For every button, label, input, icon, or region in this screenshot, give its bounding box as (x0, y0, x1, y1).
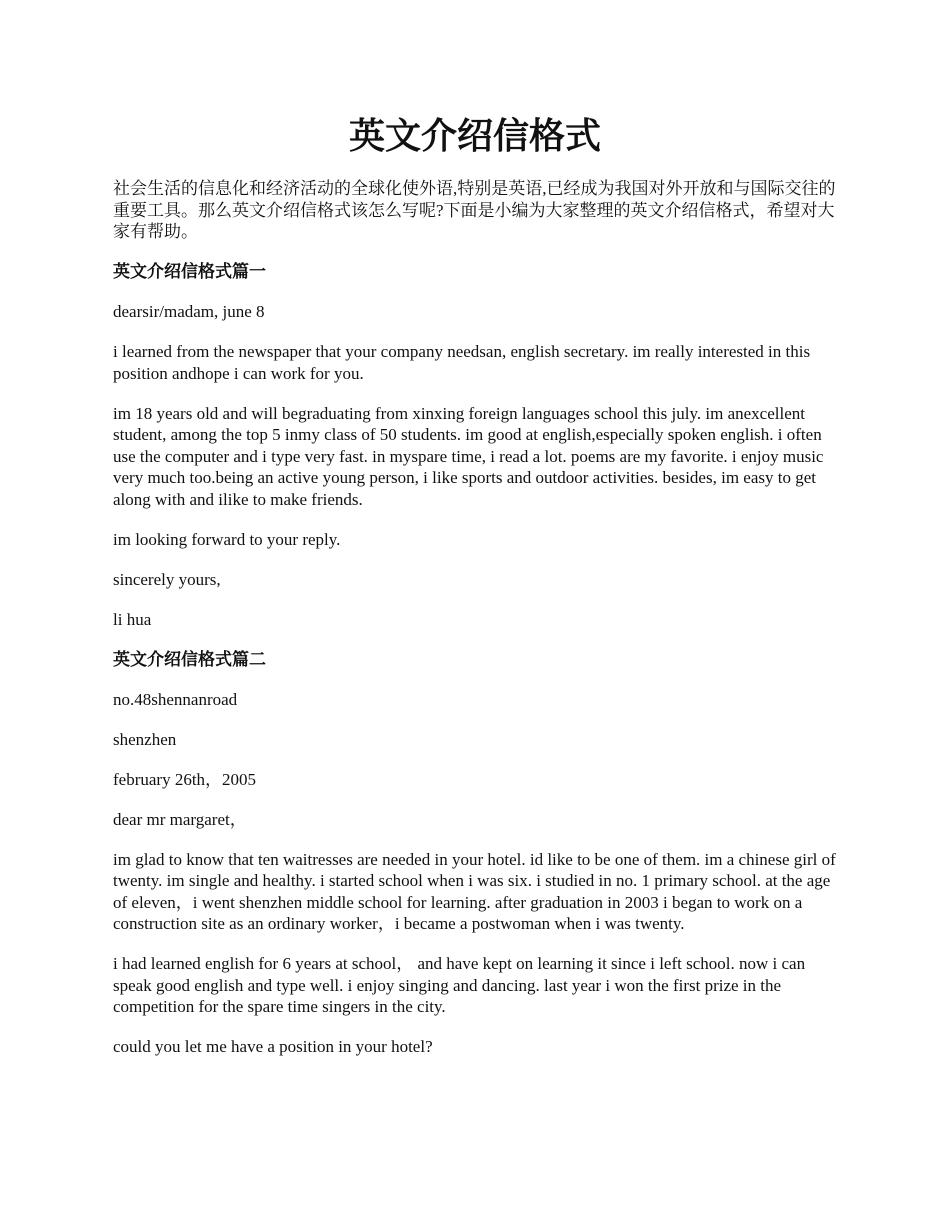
address-city: shenzhen (113, 729, 177, 749)
letter-paragraph: im looking forward to your reply. (113, 529, 341, 549)
letter-closing: sincerely yours, (113, 569, 221, 589)
letter-salutation: dear mr margaret， (113, 809, 247, 829)
section-heading-1: 英文介绍信格式篇一 (113, 262, 266, 281)
letter-paragraph: im glad to know that ten waitresses are needed in your hotel. id like to be one of them. im a chinese girl of twenty. im single and healthy. i started school when i was six. i studied in no. 1 primary school. at the age of eleven，i went shenzhen middle school for learning. after graduation in 2003 i began to work on a construction site as an ordinary worker，i became a postwoman when i was twenty. (113, 849, 836, 933)
letter-paragraph: i had learned english for 6 years at school， and have kept on learning it since i left school. now i can speak good english and type well. i enjoy singing and dancing. last year i won the first prize in the competition for the spare time singers in the city. (113, 954, 806, 1016)
address-line: no.48shennanroad (113, 689, 238, 709)
letter-paragraph: i learned from the newspaper that your company needsan, english secretary. im really interested in this position andhope i can work for you. (113, 342, 811, 383)
section-heading-2: 英文介绍信格式篇二 (113, 649, 266, 669)
document-title: 英文介绍信格式 (348, 116, 601, 156)
letter-paragraph: im 18 years old and will begraduating from xinxing foreign languages school this july. im anexcellent student, among the top 5 inmy class of 50 students. im good at english,especially spoken english. i often use the computer and i type very fast. in myspare time, i read a lot. poems are my favorite. i enjoy music very much too.being an active young person, i like sports and outdoor activities. besides, im easy to get along with and ilike to make friends. (113, 403, 824, 509)
letter-salutation-date: dearsir/madam, june 8 (113, 302, 265, 321)
document-body (113, 178, 839, 1076)
intro-paragraph: 社会生活的信息化和经济活动的全球化使外语,特别是英语,已经成为我国对外开放和与国际交往的重要工具。那么英文介绍信格式该怎么写呢?下面是小编为大家整理的英文介绍信格式，希望对大家有帮助。 (113, 179, 836, 241)
letter-signature: li hua (113, 609, 152, 629)
letter-date: february 26th，2005 (113, 769, 257, 789)
letter-paragraph: could you let me have a position in your hotel? (113, 1037, 433, 1056)
